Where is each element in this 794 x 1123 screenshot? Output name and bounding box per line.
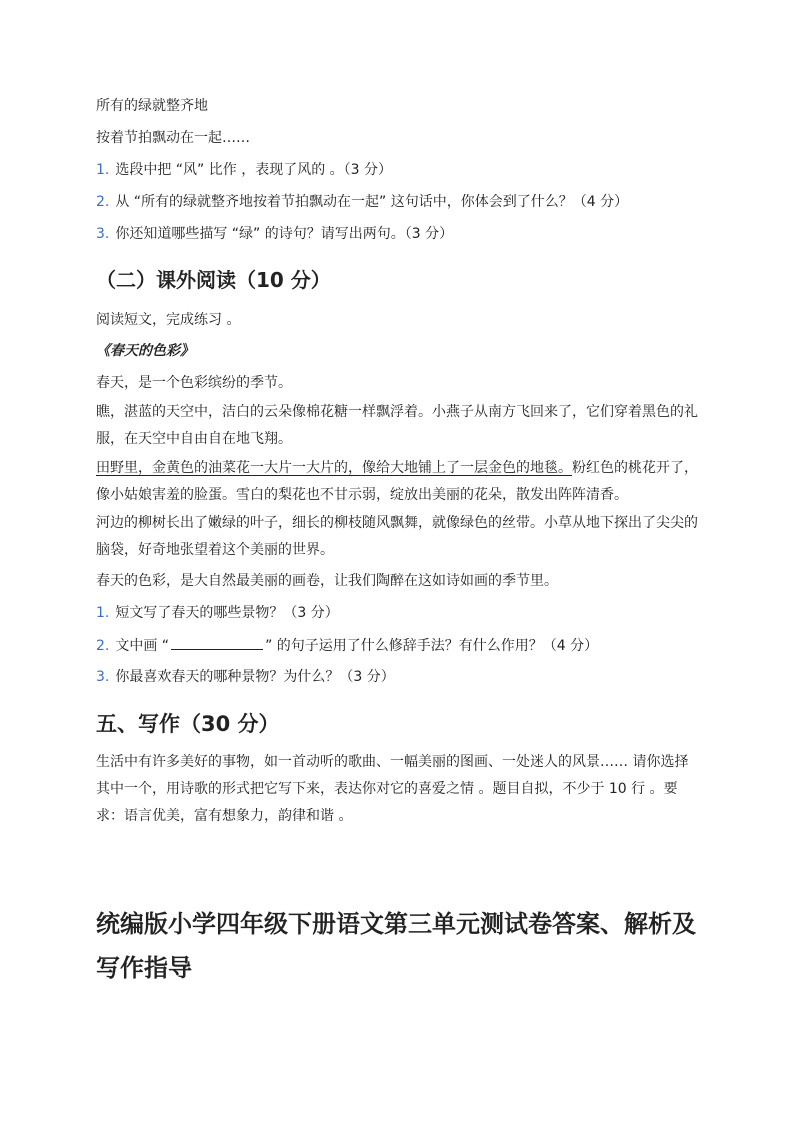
question-number: 1. xyxy=(96,605,110,621)
paragraph-rest: 粉红色的桃花开了，像小姑娘害羞的脸蛋。雪白的梨花也不甘示弱，绽放出美丽的花朵，散发出阵阵清香。 xyxy=(96,460,698,503)
question-number: 2. xyxy=(96,194,110,210)
article-paragraph-2: 瞧，湛蓝的天空中，洁白的云朵像棉花糖一样飘浮着。小燕子从南方飞回来了，它们穿着黑色的礼服，在天空中自由自在地飞翔。 xyxy=(96,404,698,447)
question-number: 1. xyxy=(96,162,110,178)
question-text: 从 “所有的绿就整齐地按着节拍飘动在一起” 这句话中，你体会到了什么？（4 分） xyxy=(115,194,629,210)
question-b-1 xyxy=(96,605,339,621)
section-five-heading: 五、写作（30 分） xyxy=(96,712,280,736)
question-a-3 xyxy=(96,226,453,242)
article-paragraph-4: 河边的柳树长出了嫩绿的叶子，细长的柳枝随风飘舞，就像绿色的丝带。小草从地下探出了尖尖的脑袋，好奇地张望着这个美丽的世界。 xyxy=(96,515,698,558)
article-title: 《春天的色彩》 xyxy=(96,343,194,359)
question-a-2 xyxy=(96,194,628,210)
question-text-pre: 文中画 “ xyxy=(115,638,170,654)
question-text: 选段中把 “风” 比作 ，表现了风的 。（3 分） xyxy=(115,162,393,178)
underlined-sentence: 田野里，金黄色的油菜花一大片一大片的，像给大地铺上了一层金色的地毯。 xyxy=(96,460,572,476)
question-text-post: ” 的句子运用了什么修辞手法？有什么作用？（4 分） xyxy=(265,638,599,654)
answer-section-title: 统编版小学四年级下册语文第三单元测试卷答案、解析及写作指导 xyxy=(96,910,696,982)
section-b-heading: （二）课外阅读（10 分） xyxy=(96,268,331,292)
question-a-1 xyxy=(96,162,392,178)
question-number: 2. xyxy=(96,638,110,654)
writing-prompt: 生活中有许多美好的事物，如一首动听的歌曲、一幅美丽的图画、一处迷人的风景…… 请你选择其中一个，用诗歌的形式把它写下来，表达你对它的喜爱之情 。题目自拟，不少于 10 行 。要求：语言优美，富有想象力，韵律和谐 。 xyxy=(96,754,689,824)
question-number: 3. xyxy=(96,226,110,242)
poem-line-1: 所有的绿就整齐地 xyxy=(96,98,208,114)
article-paragraph-3 xyxy=(96,455,702,509)
question-b-3 xyxy=(96,669,395,685)
question-b-2 xyxy=(96,637,598,654)
section-b-instruction: 阅读短文，完成练习 。 xyxy=(96,312,241,328)
article-paragraph-5: 春天的色彩，是大自然最美丽的画卷，让我们陶醉在这如诗如画的季节里。 xyxy=(96,573,558,589)
question-number: 3. xyxy=(96,669,110,685)
article-paragraph-1: 春天，是一个色彩缤纷的季节。 xyxy=(96,375,292,391)
question-text: 你还知道哪些描写 “绿” 的诗句？请写出两句。（3 分） xyxy=(115,226,454,242)
poem-line-2: 按着节拍飘动在一起…… xyxy=(96,130,250,146)
question-text: 你最喜欢春天的哪种景物？为什么？（3 分） xyxy=(115,669,395,685)
question-text: 短文写了春天的哪些景物？（3 分） xyxy=(115,605,339,621)
blank-underline xyxy=(171,637,263,650)
